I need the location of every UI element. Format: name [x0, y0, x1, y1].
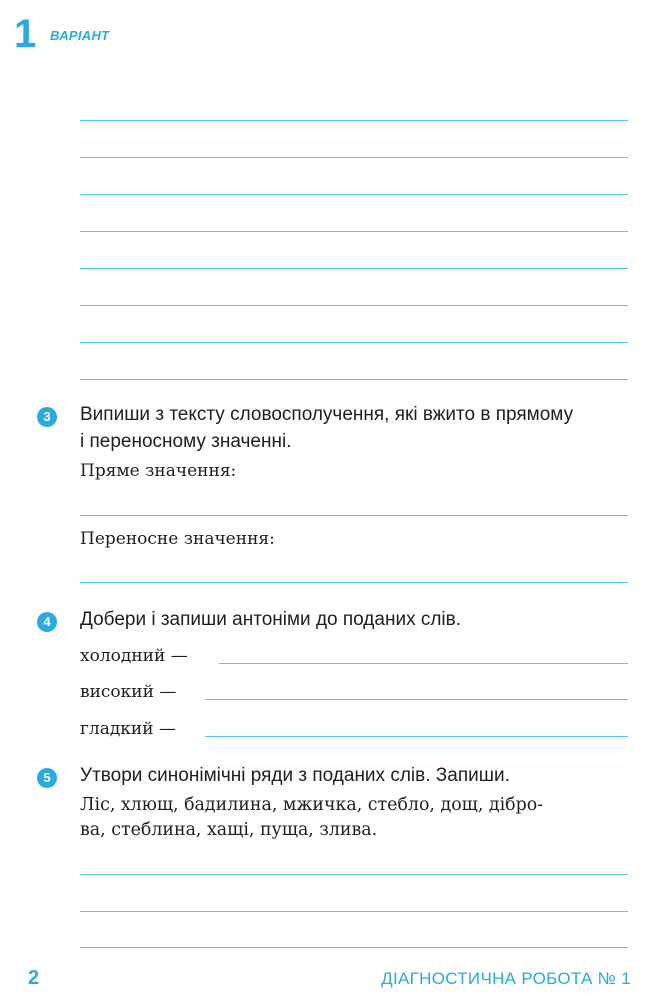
direct-meaning-label: Пряме значення: — [80, 461, 237, 481]
writing-line[interactable] — [80, 231, 628, 232]
variant-number: 1 — [14, 12, 37, 56]
task-4-badge: 4 — [37, 612, 57, 632]
writing-line[interactable] — [80, 947, 628, 948]
antonym-word-2: високий — — [80, 682, 177, 702]
footer-title: ДІАГНОСТИЧНА РОБОТА № 1 — [381, 969, 631, 988]
task-3-badge: 3 — [37, 407, 57, 427]
writing-line[interactable] — [80, 120, 628, 121]
task-4-text: Добери і запиши антоніми до поданих слів. — [80, 609, 462, 630]
task-5-words-line-2: ва, стеблина, хащі, пуща, злива. — [80, 820, 378, 840]
task-5-badge: 5 — [37, 768, 57, 788]
antonym-word-1: холодний — — [80, 646, 188, 666]
task-3-text-line-1: Випиши з тексту словосполучення, які вжито в прямому — [80, 404, 574, 425]
page-number: 2 — [28, 967, 40, 989]
writing-line[interactable] — [80, 911, 628, 912]
writing-line[interactable] — [80, 305, 628, 306]
writing-line[interactable] — [80, 194, 628, 195]
antonym-word-3: гладкий — — [80, 719, 176, 739]
task-5-words-line-1: Ліс, хлющ, бадилина, мжичка, стебло, дощ, дібро- — [80, 795, 544, 815]
task-3-text-line-2: і переносному значенні. — [80, 431, 292, 452]
figurative-meaning-answer-line[interactable] — [80, 582, 628, 583]
antonym-answer-line-3[interactable] — [205, 736, 628, 737]
writing-line[interactable] — [80, 379, 628, 380]
figurative-meaning-label: Переносне значення: — [80, 529, 275, 549]
writing-line[interactable] — [80, 342, 628, 343]
writing-line[interactable] — [80, 157, 628, 158]
task-5-text: Утвори синонімічні ряди з поданих слів. Запиши. — [80, 765, 510, 786]
writing-line[interactable] — [80, 874, 628, 875]
writing-line[interactable] — [80, 268, 628, 269]
direct-meaning-answer-line[interactable] — [80, 515, 628, 516]
variant-label: ВАРІАНТ — [50, 28, 110, 43]
antonym-answer-line-2[interactable] — [205, 699, 628, 700]
antonym-answer-line-1[interactable] — [219, 663, 628, 664]
